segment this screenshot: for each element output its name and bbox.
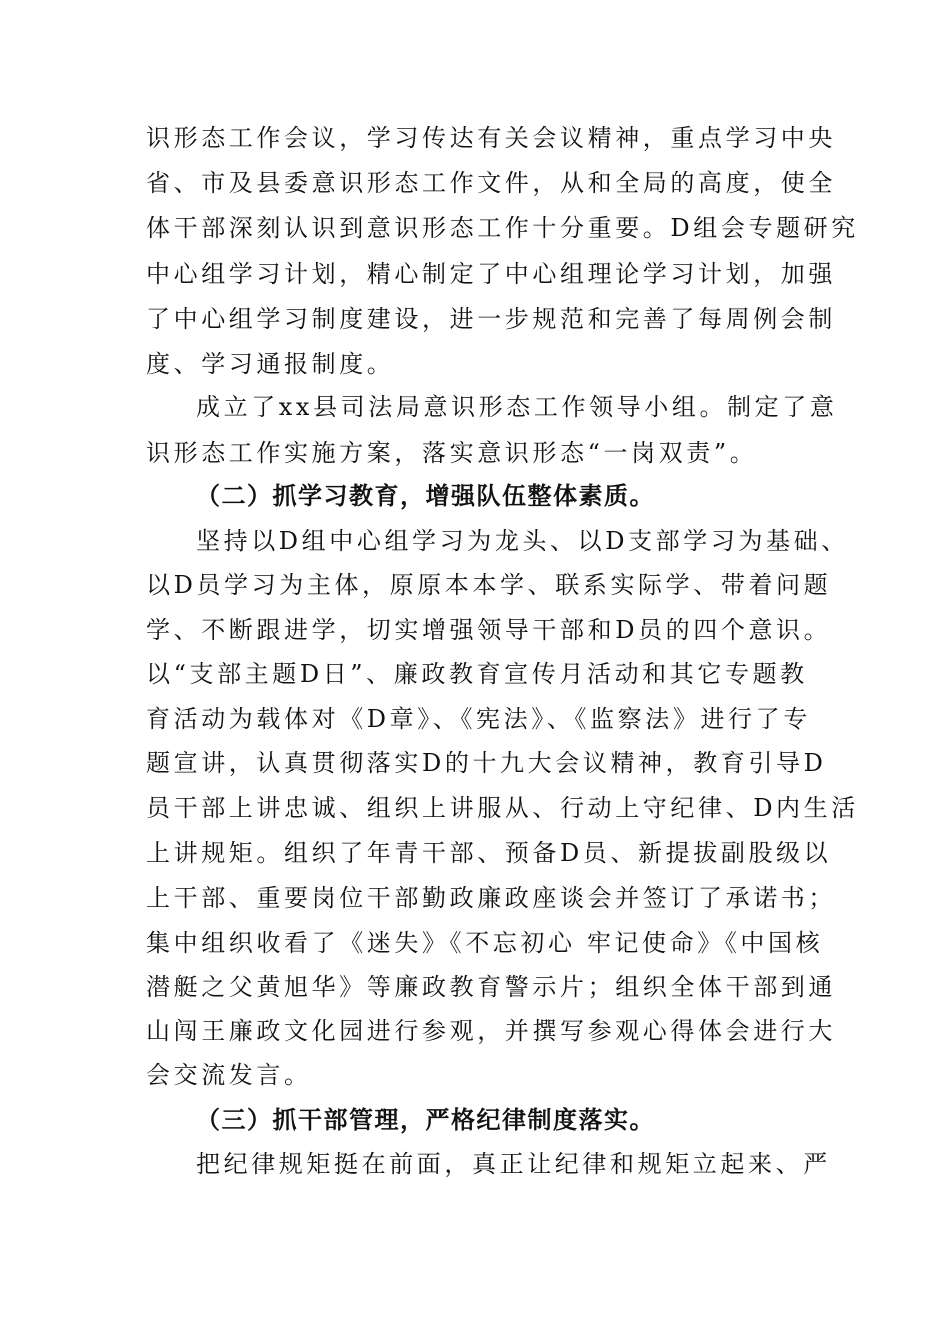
paragraph-start-line: 坚持以D组中心组学习为龙头、以D支部学习为基础、 [196, 527, 849, 555]
text-line-11: 以D员学习为主体，原原本本学、联系实际学、带着问题 [146, 571, 832, 599]
text-line-17: 上讲规矩。组织了年青干部、预备D员、新提拔副股级以 [146, 839, 832, 867]
text-line-14: 育活动为载体对《D章》、《宪法》、《监察法》进行了专 [146, 705, 811, 733]
text-line-13: 以“支部主题D日”、廉政教育宣传月活动和其它专题教 [146, 660, 808, 688]
text-line-21: 山闯王廉政文化园进行参观，并撰写参观心得体会进行大 [146, 1017, 836, 1045]
section-heading-3: （三）抓干部管理，严格纪律制度落实。 [196, 1105, 655, 1134]
text-line-2: 省、市及县委意识形态工作文件，从和全局的高度，使全 [146, 169, 836, 197]
text-line-16: 员干部上讲忠诚、组织上讲服从、行动上守纪律、D内生活 [146, 794, 859, 822]
text-line-20: 潜艇之父黄旭华》等廉政教育警示片；组织全体干部到通 [146, 973, 836, 1001]
text-line-19: 集中组织收看了《迷失》《不忘初心 牢记使命》《中国核 [146, 929, 824, 957]
text-line-4: 中心组学习计划，精心制定了中心组理论学习计划，加强 [146, 260, 836, 288]
text-line-6: 度、学习通报制度。 [146, 350, 395, 378]
section-heading-2: （二）抓学习教育，增强队伍整体素质。 [196, 481, 655, 510]
text-line-12: 学、不断跟进学，切实增强领导干部和D员的四个意识。 [146, 616, 832, 644]
text-line-3: 体干部深刻认识到意识形态工作十分重要。D组会专题研究 [146, 214, 859, 242]
paragraph-start-line: 成立了xx县司法局意识形态工作领导小组。制定了意 [196, 393, 838, 421]
text-line-18: 上干部、重要岗位干部勤政廉政座谈会并签订了承诺书； [146, 884, 836, 912]
text-line-8: 识形态工作实施方案，落实意识形态“一岗双责”。 [146, 439, 758, 467]
text-line-1: 识形态工作会议，学习传达有关会议精神，重点学习中央 [146, 124, 836, 152]
paragraph-start-line: 把纪律规矩挺在前面，真正让纪律和规矩立起来、严 [196, 1150, 831, 1178]
text-line-22: 会交流发言。 [146, 1061, 312, 1089]
text-line-5: 了中心组学习制度建设，进一步规范和完善了每周例会制 [146, 305, 836, 333]
text-line-15: 题宣讲，认真贯彻落实D的十九大会议精神，教育引导D [146, 749, 827, 777]
